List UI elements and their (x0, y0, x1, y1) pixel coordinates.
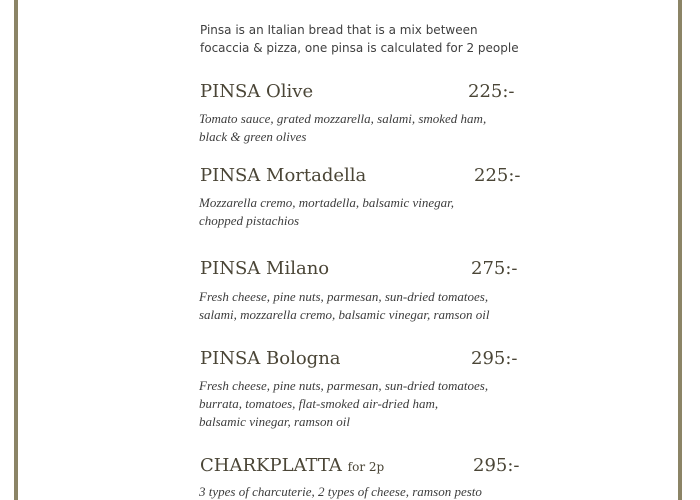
item-name-suffix: for 2p (347, 460, 385, 474)
item-desc-line: salami, mozzarella cremo, balsamic vinegar, ramson oil (199, 307, 490, 322)
intro-text (200, 21, 560, 57)
item-desc-pinsa-olive (199, 110, 486, 146)
item-name-charkplatta (200, 455, 384, 478)
item-name-pinsa-milano: PINSA Milano (200, 258, 330, 279)
item-price-pinsa-mortadella: 225:- (474, 165, 521, 186)
item-desc-line: Mozzarella cremo, mortadella, balsamic vinegar, (199, 195, 455, 210)
item-desc-charkplatta (199, 483, 482, 500)
item-desc-line: Fresh cheese, pine nuts, parmesan, sun-dried tomatoes, (199, 289, 489, 304)
item-desc-pinsa-mortadella (199, 194, 454, 230)
item-name-pinsa-olive: PINSA Olive (200, 81, 314, 102)
item-price-charkplatta: 295:- (473, 455, 520, 476)
item-desc-line: Fresh cheese, pine nuts, parmesan, sun-dried tomatoes, (199, 378, 489, 393)
item-price-pinsa-bologna: 295:- (471, 348, 518, 369)
item-price-pinsa-milano: 275:- (471, 258, 518, 279)
item-desc-line: Tomato sauce, grated mozzarella, salami, smoked ham, (199, 111, 487, 126)
intro-line-2: focaccia & pizza, one pinsa is calculated for 2 people (200, 41, 519, 55)
item-price-pinsa-olive: 225:- (468, 81, 515, 102)
item-desc-line: chopped pistachios (199, 213, 300, 228)
item-desc-line: burrata, tomatoes, flat-smoked air-dried ham, (199, 396, 439, 411)
intro-line-1: Pinsa is an Italian bread that is a mix between (200, 23, 478, 37)
item-desc-pinsa-bologna (199, 377, 488, 431)
item-desc-line: 3 types of charcuterie, 2 types of cheese, ramson pesto (199, 484, 482, 499)
item-name-pinsa-bologna: PINSA Bologna (200, 348, 341, 369)
right-border-line (678, 0, 682, 500)
item-desc-line: black & green olives (199, 129, 307, 144)
item-desc-pinsa-milano (199, 288, 489, 324)
item-desc-line: balsamic vinegar, ramson oil (199, 414, 350, 429)
item-name-text: CHARKPLATTA (200, 455, 342, 476)
left-border-line (14, 0, 18, 500)
item-name-pinsa-mortadella: PINSA Mortadella (200, 165, 367, 186)
